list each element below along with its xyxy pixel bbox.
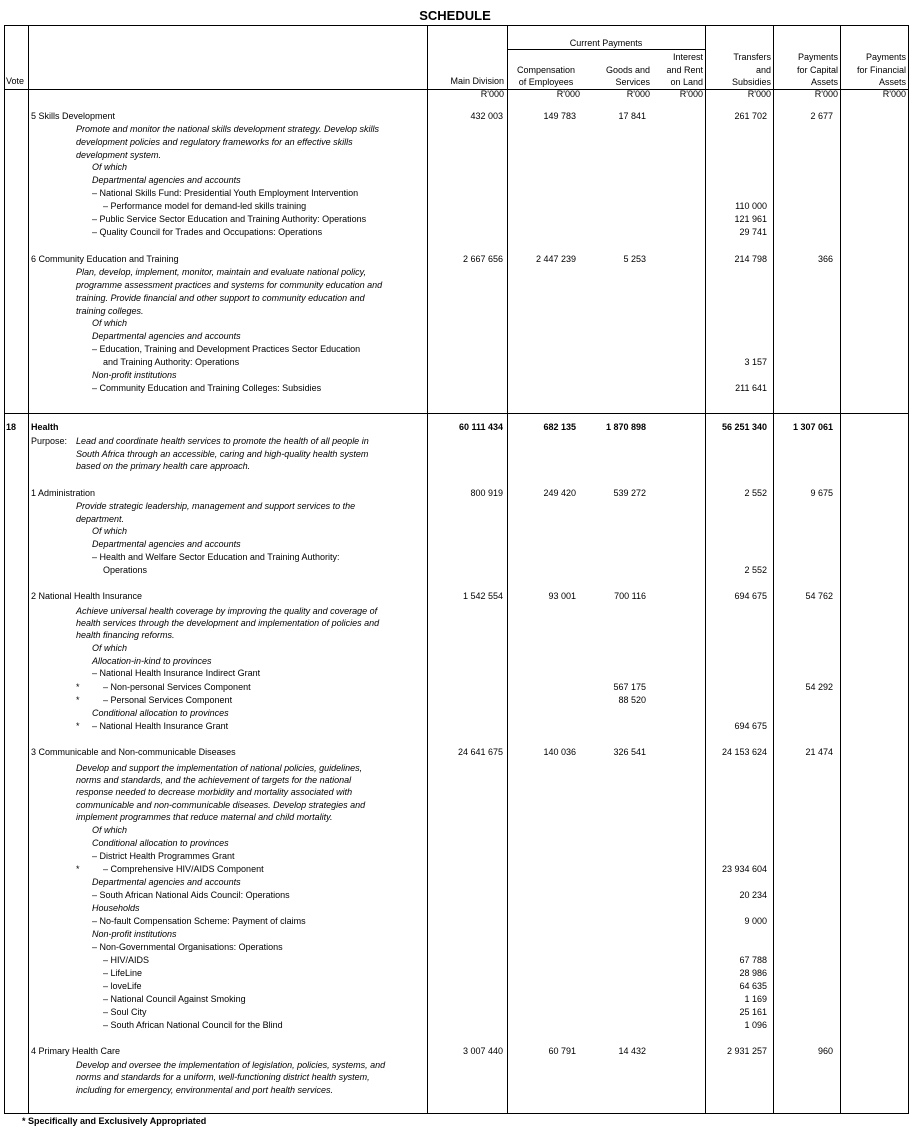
- header-compensation-line1: Compensation: [516, 65, 576, 75]
- unit-interest: R'000: [679, 89, 703, 99]
- row-label: – HIV/AIDS: [103, 955, 150, 965]
- row-label: – Non-Governmental Organisations: Operations: [92, 942, 283, 952]
- row-label: development system.: [76, 150, 162, 160]
- cell-compensation: 249 420: [543, 488, 576, 498]
- row-label: Of which: [92, 526, 128, 536]
- row-label: – Soul City: [103, 1007, 147, 1017]
- row-label: South Africa through an accessible, caring and high-quality health system: [76, 449, 369, 459]
- unit-goods: R'000: [626, 89, 650, 99]
- row-label: – loveLife: [103, 981, 142, 991]
- row-label: Departmental agencies and accounts: [92, 331, 241, 341]
- cell-transfers: 29 741: [739, 227, 767, 237]
- cell-transfers: 24 153 624: [721, 747, 767, 757]
- header-transfers-line3: Subsidies: [731, 77, 771, 87]
- row-label: – South African National Council for the Blind: [103, 1020, 283, 1030]
- row-label: – National Health Insurance Indirect Grant: [92, 668, 261, 678]
- cell-transfers: 694 675: [734, 721, 767, 731]
- col-divider: [773, 25, 774, 1114]
- cell-transfers: 9 000: [744, 916, 767, 926]
- header-compensation-line2: of Employees: [518, 77, 574, 87]
- cell-compensation: 682 135: [543, 422, 576, 432]
- row-label: training. Provide financial and other support to community education and: [76, 293, 365, 303]
- cell-transfers: 25 161: [739, 1007, 767, 1017]
- row-label: Allocation-in-kind to provinces: [92, 656, 212, 666]
- row-label: Develop and support the implementation of national policies, guidelines,: [76, 763, 363, 773]
- row-label: norms and standards for a uniform, well-functioning district health system,: [76, 1072, 370, 1082]
- row-label: based on the primary health care approach.: [76, 461, 251, 471]
- cell-transfers: 121 961: [734, 214, 767, 224]
- vote-divider-rule: [4, 413, 909, 414]
- header-financial-line1: Payments: [865, 52, 906, 62]
- row-label: health services through the development and implementation of policies and: [76, 618, 380, 628]
- col-divider: [840, 25, 841, 1114]
- cell-transfers: 64 635: [739, 981, 767, 991]
- schedule-title: SCHEDULE: [419, 8, 491, 23]
- row-label: – District Health Programmes Grant: [92, 851, 235, 861]
- cell-compensation: 140 036: [543, 747, 576, 757]
- row-label: – Health and Welfare Sector Education and Training Authority:: [92, 552, 340, 562]
- row-label: Operations: [103, 565, 148, 575]
- cell-transfers: 3 157: [744, 357, 767, 367]
- cell-main-division: 60 111 434: [458, 422, 503, 432]
- cell-goods-services: 326 541: [613, 747, 646, 757]
- header-goods-line2: Services: [615, 77, 650, 87]
- cell-goods-services: 17 841: [618, 111, 646, 121]
- header-interest-line2: and Rent: [666, 65, 703, 75]
- appropriation-asterisk: *: [76, 864, 80, 874]
- cell-transfers: 214 798: [734, 254, 767, 264]
- row-label: 5 Skills Development: [31, 111, 116, 121]
- row-label: – Comprehensive HIV/AIDS Component: [103, 864, 264, 874]
- unit-financial: R'000: [882, 89, 906, 99]
- row-label: Plan, develop, implement, monitor, maintain and evaluate national policy,: [76, 267, 367, 277]
- appropriation-asterisk: *: [76, 721, 80, 731]
- row-label: – Community Education and Training Colleges: Subsidies: [92, 383, 322, 393]
- row-label: development policies and regulatory frameworks for an effective skills: [76, 137, 353, 147]
- row-label: health financing reforms.: [76, 630, 175, 640]
- row-label: – Public Service Sector Education and Training Authority: Operations: [92, 214, 367, 224]
- row-label: and Training Authority: Operations: [103, 357, 240, 367]
- row-label: including for emergency, environmental and port health services.: [76, 1085, 333, 1095]
- cell-compensation: 149 783: [543, 111, 576, 121]
- header-current-payments: Current Payments: [569, 38, 643, 48]
- col-divider: [427, 25, 428, 1114]
- cell-transfers: 110 000: [735, 201, 767, 211]
- cell-transfers: 2 552: [744, 565, 767, 575]
- header-transfers-line1: Transfers: [733, 52, 771, 62]
- row-label: – No-fault Compensation Scheme: Payment of claims: [92, 916, 306, 926]
- row-label: Of which: [92, 825, 128, 835]
- row-label: – National Skills Fund: Presidential Youth Employment Intervention: [92, 188, 359, 198]
- cell-main-division: 800 919: [470, 488, 503, 498]
- row-label: Conditional allocation to provinces: [92, 838, 229, 848]
- row-label: Provide strategic leadership, management and support services to the: [76, 501, 356, 511]
- cell-transfers: 28 986: [739, 968, 767, 978]
- header-interest-line3: on Land: [670, 77, 703, 87]
- cell-capital-assets: 1 307 061: [792, 422, 833, 432]
- cell-main-division: 2 667 656: [462, 254, 503, 264]
- row-label: Departmental agencies and accounts: [92, 175, 241, 185]
- header-financial-line2: for Financial: [856, 65, 906, 75]
- cell-transfers: 211 641: [735, 383, 767, 393]
- row-label: implement programmes that reduce maternal and child mortality.: [76, 812, 333, 822]
- footnote: * Specifically and Exclusively Appropriated: [22, 1116, 207, 1126]
- cell-compensation: 93 001: [548, 591, 576, 601]
- cell-transfers: 23 934 604: [721, 864, 767, 874]
- row-label: Of which: [92, 162, 128, 172]
- header-capital-line3: Assets: [810, 77, 838, 87]
- row-label: – South African National Aids Council: Operations: [92, 890, 290, 900]
- cell-goods-services: 1 870 898: [605, 422, 646, 432]
- cell-transfers: 2 931 257: [726, 1046, 767, 1056]
- cell-main-division: 24 641 675: [457, 747, 503, 757]
- row-label: Of which: [92, 643, 128, 653]
- header-goods-line1: Goods and: [605, 65, 650, 75]
- row-label: training colleges.: [76, 306, 144, 316]
- row-label: response needed to decrease morbidity and mortality associated with: [76, 787, 353, 797]
- row-label: 6 Community Education and Training: [31, 254, 179, 264]
- appropriation-asterisk: *: [76, 682, 80, 692]
- row-label: Non-profit institutions: [92, 929, 177, 939]
- row-label: – Quality Council for Trades and Occupations: Operations: [92, 227, 323, 237]
- cell-goods-services: 14 432: [618, 1046, 646, 1056]
- cell-transfers: 67 788: [739, 955, 767, 965]
- row-label: – Non-personal Services Component: [103, 682, 251, 692]
- cell-transfers: 261 702: [734, 111, 767, 121]
- row-label: Purpose:: [31, 436, 68, 446]
- header-financial-line3: Assets: [878, 77, 906, 87]
- cell-capital-assets: 54 292: [805, 682, 833, 692]
- cell-capital-assets: 9 675: [810, 488, 833, 498]
- cell-capital-assets: 21 474: [805, 747, 833, 757]
- row-label: – LifeLine: [103, 968, 143, 978]
- header-transfers-line2: and: [755, 65, 771, 75]
- header-interest-line1: Interest: [672, 52, 703, 62]
- cell-capital-assets: 366: [817, 254, 833, 264]
- row-label: norms and standards, and the achievement of targets for the national: [76, 775, 352, 785]
- unit-transfers: R'000: [747, 89, 771, 99]
- row-label: Lead and coordinate health services to promote the health of all people in: [76, 436, 369, 446]
- cell-capital-assets: 2 677: [810, 111, 833, 121]
- row-label: Departmental agencies and accounts: [92, 877, 241, 887]
- cell-transfers: 20 234: [739, 890, 767, 900]
- cell-main-division: 1 542 554: [462, 591, 503, 601]
- row-label: Promote and monitor the national skills development strategy. Develop skills: [76, 124, 379, 134]
- row-label: Achieve universal health coverage by improving the quality and coverage of: [76, 606, 378, 616]
- cell-goods-services: 88 520: [618, 695, 646, 705]
- row-label: department.: [76, 514, 125, 524]
- row-label: – Personal Services Component: [103, 695, 233, 705]
- cell-transfers: 694 675: [734, 591, 767, 601]
- unit-compensation: R'000: [556, 89, 580, 99]
- row-label: Health: [31, 422, 59, 432]
- row-label: – National Council Against Smoking: [103, 994, 246, 1004]
- header-main-division: Main Division: [450, 76, 504, 86]
- row-label: 3 Communicable and Non-communicable Diseases: [31, 747, 236, 757]
- cell-transfers: 1 169: [744, 994, 767, 1004]
- row-label: Develop and oversee the implementation of legislation, policies, systems, and: [76, 1060, 386, 1070]
- row-label: Departmental agencies and accounts: [92, 539, 241, 549]
- header-vote: Vote: [6, 76, 25, 86]
- row-label: 1 Administration: [31, 488, 96, 498]
- cell-main-division: 3 007 440: [462, 1046, 503, 1056]
- row-label: 4 Primary Health Care: [31, 1046, 121, 1056]
- row-label: Non-profit institutions: [92, 370, 177, 380]
- unit-capital: R'000: [814, 89, 838, 99]
- cell-compensation: 2 447 239: [535, 254, 576, 264]
- col-divider: [28, 25, 29, 1114]
- row-label: Of which: [92, 318, 128, 328]
- cell-transfers: 1 096: [744, 1020, 767, 1030]
- cell-goods-services: 5 253: [623, 254, 646, 264]
- header-capital-line2: for Capital: [796, 65, 838, 75]
- appropriation-asterisk: *: [76, 695, 80, 705]
- row-label: Households: [92, 903, 140, 913]
- unit-main-division: R'000: [480, 89, 504, 99]
- row-label: – Education, Training and Development Practices Sector Education: [92, 344, 361, 354]
- row-label: Conditional allocation to provinces: [92, 708, 229, 718]
- row-label: – Performance model for demand-led skills training: [103, 201, 307, 211]
- vote-number: 18: [6, 422, 17, 432]
- row-label: – National Health Insurance Grant: [92, 721, 229, 731]
- col-divider: [507, 25, 508, 1114]
- cell-capital-assets: 54 762: [805, 591, 833, 601]
- cell-transfers: 56 251 340: [721, 422, 767, 432]
- row-label: programme assessment practices and systems for community education and: [76, 280, 383, 290]
- cell-capital-assets: 960: [817, 1046, 833, 1056]
- cell-goods-services: 539 272: [613, 488, 646, 498]
- cell-goods-services: 700 116: [614, 591, 646, 601]
- cell-main-division: 432 003: [470, 111, 503, 121]
- row-label: 2 National Health Insurance: [31, 591, 143, 601]
- cell-compensation: 60 791: [548, 1046, 576, 1056]
- current-payments-rule: [507, 49, 705, 50]
- cell-goods-services: 567 175: [613, 682, 646, 692]
- row-label: communicable and non-communicable diseases. Develop strategies and: [76, 800, 366, 810]
- cell-transfers: 2 552: [744, 488, 767, 498]
- header-capital-line1: Payments: [797, 52, 838, 62]
